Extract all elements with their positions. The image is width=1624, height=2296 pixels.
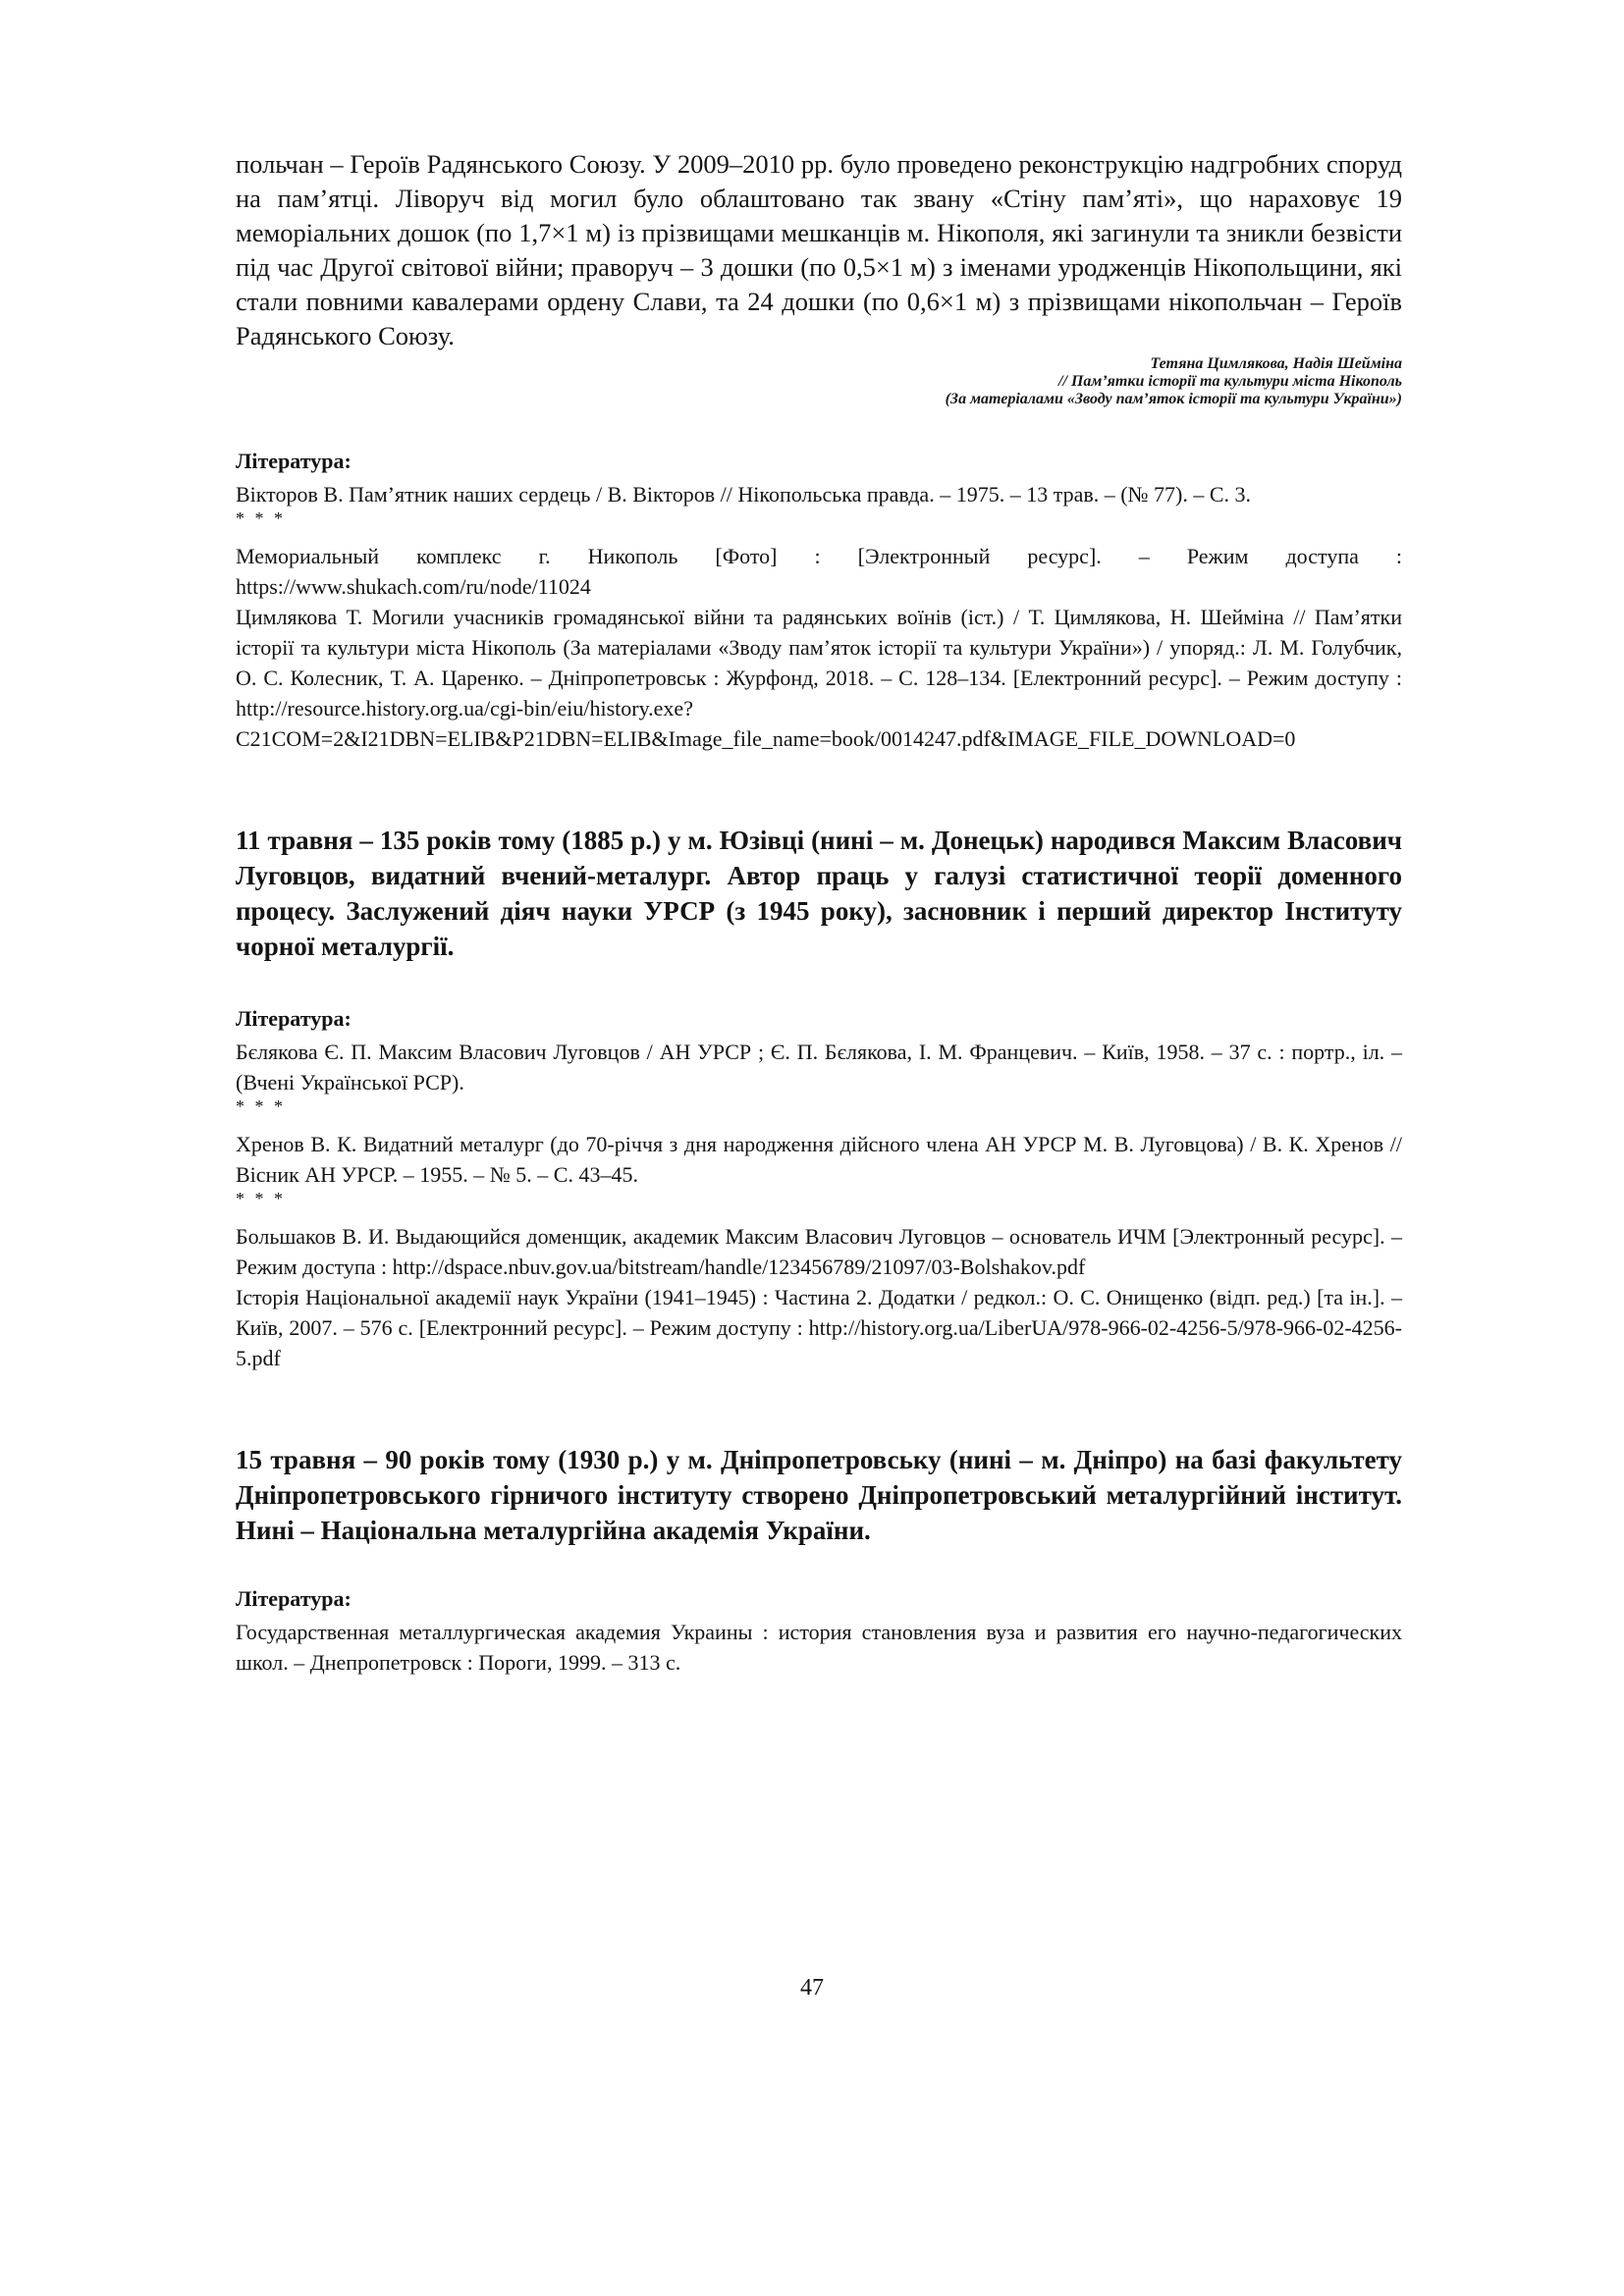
literature-heading: Література: xyxy=(236,1006,352,1031)
bibliography-entry: Хренов В. К. Видатний металург (до 70-річчя з дня народження дійсного члена АН УРСР М. В. Луговцова) / В. К. Хренов // Вісник АН УРСР. – 1955. – № 5. – С. 43–45. xyxy=(236,1132,1402,1187)
bibliography-entry: Государственная металлургическая академия Украины : история становления вуза и развития его научно-педагогических школ. – Днепропетровск : Пороги, 1999. – 313 с. xyxy=(236,1620,1402,1675)
event-heading-metallurgical-institute: 15 травня – 90 років тому (1930 р.) у м. Дніпропетровську (нині – м. Дніпро) на базі факультету Дніпропетровського гірничого інституту створено Дніпропетровський металургійний інститут. Нині – Національна металургійна академія України. xyxy=(236,1445,1402,1545)
intro-paragraph: польчан – Героїв Радянського Союзу. У 2009–2010 рр. було проведено реконструкцію надгробних споруд на пам’ятці. Ліворуч від могил було облаштовано так звану «Стіну пам’яті», що нараховує 19 меморіальних дошок (по 1,7×1 м) із прізвищами мешканців м. Нікополя, які загинули та зникли безвісти під час Другої світової війни; праворуч – 3 дошки (по 0,5×1 м) з іменами уродженців Нікопольщини, які стали повними кавалерами ордену Слави, та 24 дошки (по 0,6×1 м) з прізвищами нікопольчан – Героїв Радянського Союзу. xyxy=(236,149,1402,350)
bibliography-entry: Вікторов В. Пам’ятник наших сердець / В. Вікторов // Нікопольська правда. – 1975. – 13 трав. – (№ 77). – С. 3. xyxy=(236,482,1252,507)
event-heading-lugovtsov: 11 травня – 135 років тому (1885 р.) у м. Юзівці (нині – м. Донецьк) народився Максим Власович Луговцов, видатний вчений-металург. Автор праць у галузі статистичної теорії доменного процесу. Заслужений діяч науки УРСР (з 1945 року), засновник і перший директор Інституту чорної металургії. xyxy=(236,826,1402,961)
bibliography-entry: Мемориальный комплекс г. Никополь [Фото] : [Электронный ресурс]. – Режим доступа : https://www.shukach.com/ru/node/11024 xyxy=(236,544,1402,599)
literature-section-1 xyxy=(236,448,1402,754)
signature-authors: Тетяна Цимлякова, Надія Шейміна xyxy=(1150,355,1402,372)
page-content xyxy=(236,147,1402,1678)
bibliography-entry: Історія Національної академії наук України (1941–1945) : Частина 2. Додатки / редкол.: О. С. Онищенко (відп. ред.) [та ін.]. – Київ, 2007. – 576 с. [Електронний ресурс]. – Режим доступу : http://history.org.ua/LiberUA/978-966-02-4256-5/978-966-02-4256-5.pdf xyxy=(236,1285,1402,1370)
bibliography-entry: Большаков В. И. Выдающийся доменщик, академик Максим Власович Луговцов – основатель ИЧМ [Электронный ресурс]. – Режим доступа : http://dspace.nbuv.gov.ua/bitstream/handle/123456789/21097/03-Bolshakov.pdf xyxy=(236,1224,1402,1279)
literature-section-3 xyxy=(236,1585,1402,1678)
signature-block xyxy=(236,355,1402,408)
bibliography-entry: Цимлякова Т. Могили учасників громадянської війни та радянських воїнів (іст.) / Т. Цимлякова, Н. Шейміна // Пам’ятки історії та культури міста Нікополь (За матеріалами «Зводу пам’яток історії та культури України») / упоряд.: Л. М. Голубчик, О. С. Колесник, Т. А. Царенко. – Дніпропетровськ : Журфонд, 2018. – С. 128–134. [Електронний ресурс]. – Режим доступу : http://resource.history.org.ua/cgi-bin/eiu/history.exe?C21COM=2&I21DBN=ELIB&P21DBN=ELIB&Image_file_name=book/0014247.pdf&IMAGE_FILE_DOWNLOAD=0 xyxy=(236,605,1402,751)
literature-section-2 xyxy=(236,1005,1402,1373)
signature-source-note: (За матеріалами «Зводу пам’яток історії та культури України») xyxy=(945,391,1402,407)
literature-heading: Література: xyxy=(236,1586,352,1611)
separator-stars: * * * xyxy=(236,1189,286,1208)
literature-heading: Література: xyxy=(236,449,352,473)
signature-source: // Пам’ятки історії та культури міста Нікополь xyxy=(1058,373,1402,390)
page-number: 47 xyxy=(800,1975,824,2001)
separator-stars: * * * xyxy=(236,1096,286,1116)
bibliography-entry: Бєлякова Є. П. Максим Власович Луговцов / АН УРСР ; Є. П. Бєлякова, І. М. Францевич. – Київ, 1958. – 37 с. : портр., іл. – (Вчені Української РСР). xyxy=(236,1040,1402,1095)
separator-stars: * * * xyxy=(236,508,286,528)
